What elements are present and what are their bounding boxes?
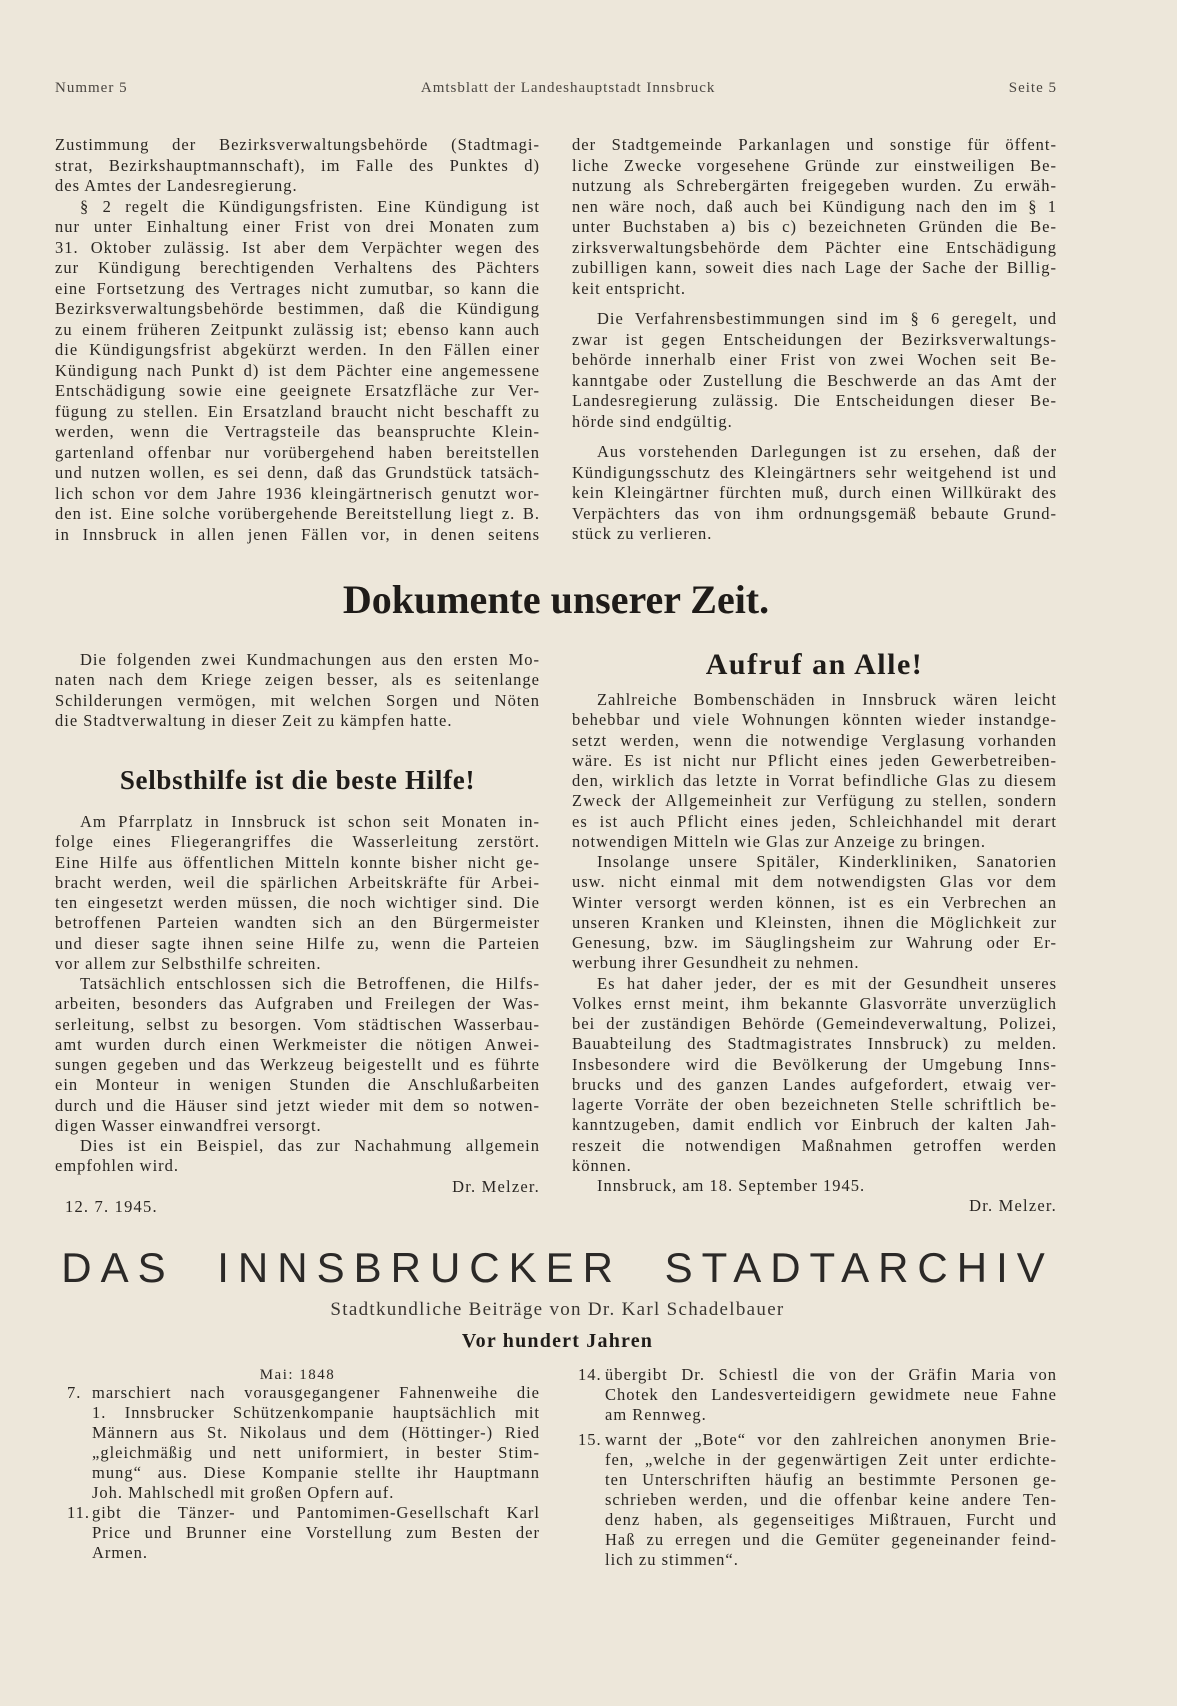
text-line: gibt die Tänzer- und Pantomimen-Gesellschaft Karl: [92, 1503, 540, 1522]
text-line: den, wirklich das letzte in Vorrat befindliche Glas zu diesem: [572, 771, 1057, 790]
text-line: stück zu verlieren.: [572, 524, 713, 543]
text-line: unseren Kranken und Kleinsten, ihnen die Möglichkeit zur: [572, 912, 1057, 932]
publication-title: Amtsblatt der Landeshauptstadt Innsbruck: [420, 80, 716, 96]
text-line: nur unter Einhaltung einer Frist von drei Monaten zum: [55, 217, 540, 236]
text-line: marschiert nach vorausgegangener Fahnenweihe die: [92, 1383, 540, 1402]
text-line: Zweck der Allgemeinheit zur Verfügung zu stellen, sondern: [572, 791, 1057, 811]
paragraph: [55, 812, 540, 974]
text-line: usw. nicht einmal mit dem notwendigsten Glas vor dem: [572, 872, 1057, 892]
text-line: fen, „welche in der gegenwärtigen Zeit unter erdichte-: [605, 1450, 1057, 1469]
text-line: sungen gegeben und das Werkzeug beigestellt und es führte: [55, 1055, 540, 1074]
text-line: gartenland offenbar nur vorübergehend haben bereitstellen: [55, 442, 540, 462]
notice-body: [55, 812, 540, 1177]
running-header: [55, 78, 1057, 98]
text-line: Kündigungsschutz des Kleingärtners sehr weitgehend ist und: [572, 462, 1057, 482]
text-line: Die Verfahrensbestimmungen sind im § 6 geregelt, und: [597, 309, 1057, 328]
text-line: hörde sind endgültig.: [572, 411, 733, 431]
notice-date: 12. 7. 1945.: [65, 1196, 158, 1216]
text-line: lagerte Vorräte der oben bezeichneten Stelle schriftlich be-: [572, 1095, 1057, 1114]
text-line: Aus vorstehenden Darlegungen ist zu ersehen, daß der: [597, 442, 1057, 461]
text-line: den ist. Eine solche vorübergehende Bereitstellung liegt z. B.: [55, 504, 540, 523]
text-line: Kündigung nach Punkt d) ist dem Pächter eine angemessene: [55, 360, 540, 380]
chronicle-entry: [572, 1365, 1057, 1425]
notice-selbsthilfe: [55, 812, 540, 1217]
text-line: „gleichmäßig und nett uniformiert, in bester Stim-: [92, 1443, 540, 1462]
entry-text: [605, 1430, 1057, 1570]
article-continuation-right: [572, 135, 1057, 545]
text-line: setzt werden, wenn die notwendige Verglasung vorhanden: [572, 730, 1057, 750]
text-line: wäre. Es ist nicht nur Pflicht eines jeden Gewerbetreiben-: [572, 750, 1057, 770]
text-line: vor allem zur Selbsthilfe schreiten.: [55, 953, 322, 973]
notice-body: [572, 690, 1057, 1176]
text-line: Price und Brunner eine Vorstellung zum Besten der: [92, 1523, 540, 1542]
archive-subtitle: Stadtkundliche Beiträge von Dr. Karl Schadelbauer: [330, 1299, 785, 1320]
text-line: betroffenen Parteien wandten sich an den Bürgermeister: [55, 913, 540, 933]
text-line: naten nach dem Kriege zeigen besser, als es seitenlange: [55, 670, 540, 690]
paragraph: [572, 309, 1057, 432]
entry-text: [605, 1365, 1057, 1425]
notice-aufruf: [572, 690, 1057, 1217]
text-line: 1. Innsbrucker Schützenkompanie hauptsächlich mit: [92, 1403, 540, 1422]
text-line: Joh. Mahlschedl mit großen Opfern auf.: [92, 1483, 395, 1502]
text-line: zu einem früheren Zeitpunkt zulässig ist; ebenso kann auch: [55, 319, 540, 339]
text-line: Dies ist ein Beispiel, das zur Nachahmung allgemein: [80, 1136, 540, 1155]
chronicle-month: Mai: 1848: [259, 1367, 336, 1383]
text-line: Entschädigung sowie eine geeignete Ersatzfläche zur Ver-: [55, 381, 540, 400]
text-line: der Stadtgemeinde Parkanlagen und sonstige für öffent-: [572, 135, 1057, 154]
text-line: schrieben werden, und die offenbar keine andere Ten-: [605, 1490, 1057, 1509]
text-line: strat, Bezirkshauptmannschaft), im Falle des Punktes d): [55, 155, 540, 175]
archive-section-title: Vor hundert Jahren: [461, 1330, 654, 1352]
text-line: nen wäre noch, daß auch bei Kündigung nach den im § 1: [572, 196, 1057, 216]
text-line: Bauabteilung des Stadtmagistrates Innsbruck) zu melden.: [572, 1034, 1057, 1054]
text-line: Schilderungen vermögen, mit welchen Sorgen und Nöten: [55, 690, 540, 710]
entry-text: [92, 1503, 540, 1563]
chronicle-entry: [55, 1503, 540, 1563]
text-line: Tatsächlich entschlossen sich die Betroffenen, die Hilfs-: [80, 974, 540, 993]
text-line: fügung zu stellen. Ein Ersatzland braucht nicht beschafft zu: [55, 401, 540, 421]
text-line: die Kündigungsfrist abgekürzt werden. In den Fällen einer: [55, 340, 540, 359]
text-line: durch und die Häuser sind jetzt wieder mit dem so notwen-: [55, 1095, 540, 1115]
text-line: Genesung, bzw. im Säuglingsheim zur Wahrung oder Er-: [572, 933, 1057, 952]
signature: Dr. Melzer.: [452, 1176, 540, 1196]
archive-banner-title: DAS INNSBRUCKER STADTARCHIV: [61, 1244, 1054, 1291]
text-line: Bezirksverwaltungsbehörde bestimmen, daß die Kündigung: [55, 299, 540, 318]
text-line: denz haben, als gegenseitiges Mißtrauen, Furcht und: [605, 1510, 1057, 1529]
text-line: warnt der „Bote“ vor den zahlreichen anonymen Brie-: [605, 1430, 1057, 1449]
text-line: zur Kündigung berechtigenden Verhaltens des Pächters: [55, 258, 540, 277]
text-line: Eine Hilfe aus öffentlichen Mitteln konnte bisher nicht ge-: [55, 852, 540, 872]
text-line: werbung ihrer Gesundheit zu nehmen.: [572, 953, 860, 973]
text-line: mung“ aus. Diese Kompanie stellte ihr Hauptmann: [92, 1463, 540, 1482]
text-line: arbeiten, besonders das Aufgraben und Freilegen der Was-: [55, 994, 540, 1014]
text-line: Insbesondere wird die Bevölkerung der Umgebung Inns-: [572, 1054, 1057, 1074]
text-line: empfohlen wird.: [55, 1156, 180, 1176]
text-line: zwar ist gegen Entscheidungen der Bezirksverwaltungs-: [572, 329, 1057, 349]
text-line: notwendigen Mitteln wie Glas zur Anzeige zu bringen.: [572, 831, 986, 851]
text-line: Die folgenden zwei Kundmachungen aus den ersten Mo-: [80, 650, 540, 669]
text-line: ein Monteur in wenigen Stunden die Anschlußarbeiten: [55, 1075, 540, 1095]
page-number: Seite 5: [1008, 80, 1057, 96]
text-line: reszeit die notwendigen Maßnahmen getroffen werden: [572, 1135, 1057, 1155]
text-line: serleitung, selbst zu besorgen. Vom städtischen Wasserbau-: [55, 1014, 540, 1034]
signature: Dr. Melzer.: [969, 1196, 1057, 1216]
text-line: Armen.: [92, 1543, 148, 1562]
entry-day: 11.: [67, 1503, 91, 1522]
notice-dateline: Innsbruck, am 18. September 1945.: [597, 1176, 866, 1195]
text-line: am Rennweg.: [605, 1405, 707, 1424]
text-line: lich schon vor dem Jahre 1936 kleingärtnerisch genutzt wor-: [55, 483, 540, 503]
paragraph: [572, 690, 1057, 852]
text-line: Männern aus St. Nikolaus und dem (Höttinger-) Ried: [92, 1423, 540, 1442]
entry-text: [92, 1383, 540, 1503]
text-line: die Stadtverwaltung in dieser Zeit zu kämpfen hatte.: [55, 710, 453, 730]
section-heading: Dokumente unserer Zeit.: [342, 577, 770, 622]
text-line: lich zu stimmen“.: [605, 1550, 739, 1569]
chronicle-right: [572, 1365, 1057, 1570]
text-line: Chotek den Landesverteidigern gewidmete neue Fahne: [605, 1385, 1057, 1404]
paragraph: [55, 1136, 540, 1177]
text-line: Am Pfarrplatz in Innsbruck ist schon seit Monaten in-: [80, 812, 540, 831]
article-continuation-left: [55, 135, 540, 545]
text-line: des Amtes der Landesregierung.: [55, 176, 298, 195]
text-line: Zahlreiche Bombenschäden in Innsbruck wären leicht: [597, 690, 1057, 709]
text-line: ten eingesetzt werden müssen, die noch wichtiger sind. Die: [55, 893, 540, 912]
text-line: nutzung als Schrebergärten freigegeben wurden. Zu erwäh-: [572, 176, 1057, 195]
chronicle-entry: [55, 1383, 540, 1503]
text-line: behebbar und viele Wohnungen könnten wieder instandge-: [572, 710, 1057, 730]
text-line: behörde innerhalb einer Frist von zwei Wochen seit Be-: [572, 350, 1057, 369]
chronicle-entry: [572, 1430, 1057, 1570]
text-line: Haß zu erregen und die Gemüter gegeneinander feind-: [605, 1530, 1057, 1549]
paragraph: [55, 650, 540, 731]
text-line: werden, wenn die Vertragsteile das beanspruchte Klein-: [55, 422, 540, 441]
text-line: brucks und des ganzen Landes aufgefordert, etwaig ver-: [572, 1074, 1057, 1094]
text-line: Zustimmung der Bezirksverwaltungsbehörde (Stadtmagi-: [55, 135, 540, 154]
text-line: übergibt Dr. Schiestl die von der Gräfin Maria von: [605, 1365, 1057, 1384]
text-line: kanntgabe oder Zustellung die Beschwerde an das Amt der: [572, 370, 1057, 390]
text-line: digen Wasser einwandfrei versorgt.: [55, 1115, 322, 1135]
text-line: Volkes ernst meint, ihm bekannte Glasvorräte unverzüglich: [572, 993, 1057, 1013]
text-line: ten Unterschriften häufig an bestimmte Personen ge-: [605, 1470, 1057, 1489]
text-line: Es hat daher jeder, der es mit der Gesundheit unseres: [597, 973, 1057, 993]
text-line: kein Kleingärtner fürchten muß, durch einen Willkürakt des: [572, 483, 1057, 502]
text-line: Verpächters das von ihm ordnungsgemäß bebaute Grund-: [572, 503, 1057, 523]
issue-number: Nummer 5: [55, 80, 128, 96]
text-line: eine Fortsetzung des Vertrages nicht zumutbar, so kann die: [55, 278, 540, 298]
paragraph: [572, 442, 1057, 545]
paragraph: [572, 852, 1057, 974]
text-line: folge eines Fliegerangriffes die Wasserleitung zerstört.: [55, 832, 540, 852]
text-line: es ist auch Pflicht eines jeden, Schleichhandel mit derart: [572, 811, 1057, 831]
notice-title-selbsthilfe: Selbsthilfe ist die beste Hilfe!: [119, 765, 476, 795]
text-line: § 2 regelt die Kündigungsfristen. Eine Kündigung ist: [80, 196, 540, 216]
text-line: Winter versorgt werden können, ist es ein Verbrechen an: [572, 892, 1057, 912]
text-line: unter Buchstaben a) bis c) bezeichneten Gründen die Be-: [572, 217, 1057, 236]
text-line: und dieser sagte ihnen seine Hilfe zu, wenn die Parteien: [55, 933, 540, 953]
paragraph: [55, 974, 540, 1136]
text-line: Landesregierung zulässig. Die Entscheidungen dieser Be-: [572, 391, 1057, 410]
section-intro: [55, 650, 540, 731]
entry-day: 15.: [578, 1430, 602, 1449]
paragraph: [572, 135, 1057, 299]
text-line: in Innsbruck in allen jenen Fällen vor, in denen seitens: [55, 524, 540, 544]
text-line: bei der zuständigen Behörde (Gemeindeverwaltung, Polizei,: [572, 1014, 1057, 1033]
text-line: bracht werden, weil die spärlichen Arbeitskräfte für Arbei-: [55, 872, 540, 892]
text-line: keit entspricht.: [572, 278, 687, 298]
paragraph: [572, 974, 1057, 1177]
chronicle-left: [55, 1383, 540, 1563]
paragraph: [55, 135, 540, 197]
entry-day: 14.: [578, 1365, 602, 1384]
text-line: können.: [572, 1155, 632, 1175]
text-line: 31. Oktober zulässig. Ist aber dem Verpächter wegen des: [55, 237, 540, 257]
text-line: zirksverwaltungsbehörde dem Pächter eine Entschädigung: [572, 237, 1057, 257]
paragraph: [55, 197, 540, 546]
text-line: zubilligen kann, soweit dies nach Lage der Sache der Billig-: [572, 258, 1057, 277]
notice-title-aufruf: Aufruf an Alle!: [705, 648, 924, 681]
text-line: Insolange unsere Spitäler, Kinderkliniken, Sanatorien: [597, 852, 1057, 871]
text-line: und nutzen wollen, es sei denn, daß das Grundstück tatsäch-: [55, 463, 540, 482]
text-line: amt wurden durch einen Werkmeister die nötigen Anwei-: [55, 1034, 540, 1054]
text-line: liche Zwecke vorgesehene Gründe zur einstweiligen Be-: [572, 155, 1057, 175]
entry-day: 7.: [67, 1383, 82, 1402]
text-line: kanntzugeben, damit endlich vor Einbruch der kalten Jah-: [572, 1115, 1057, 1135]
